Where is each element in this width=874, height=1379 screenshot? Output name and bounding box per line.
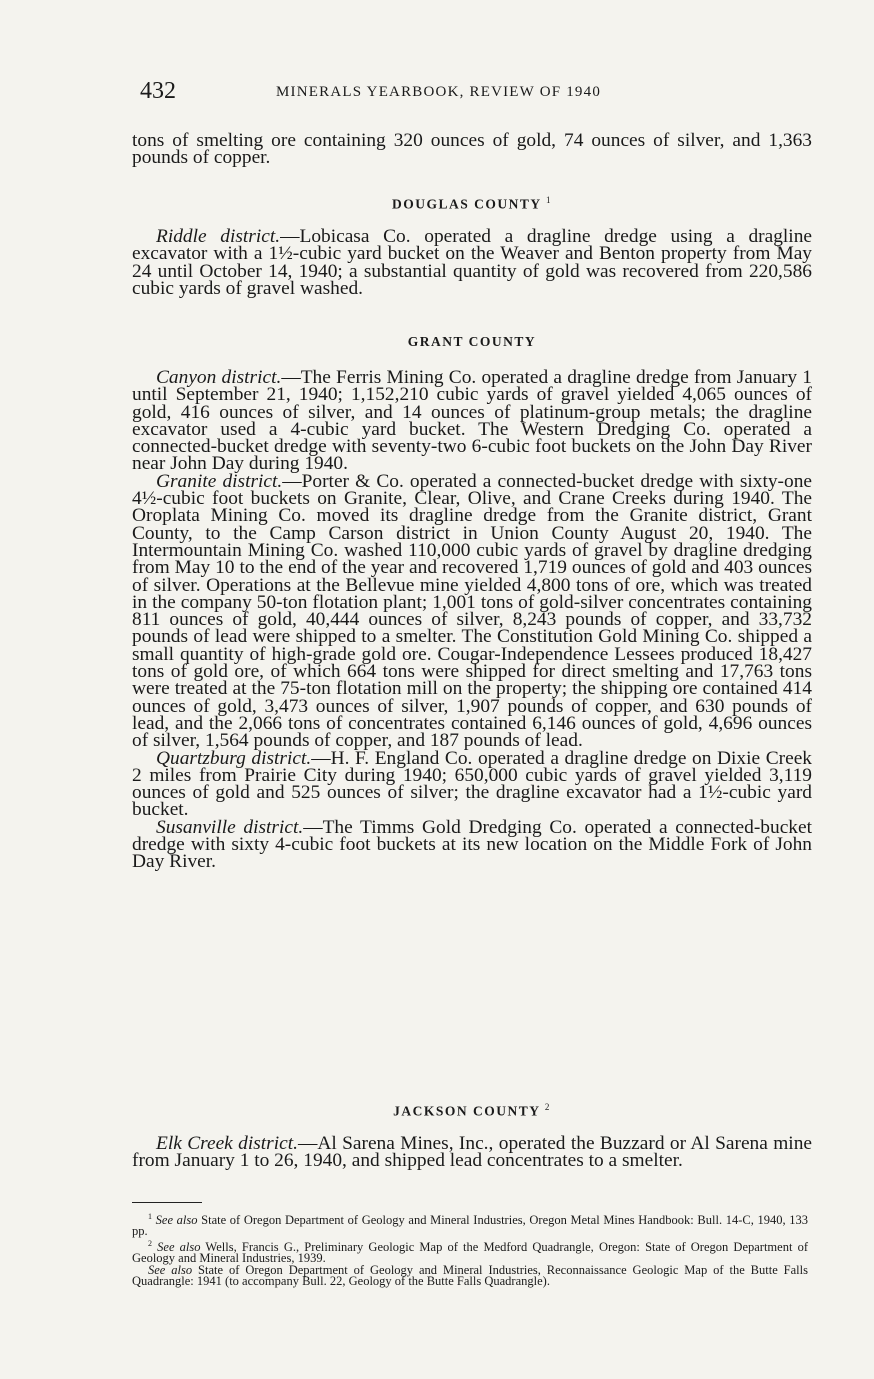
grant-heading-text: GRANT COUNTY	[407, 334, 537, 349]
footnote-text: State of Oregon Department of Geology and Mineral Industries, Oregon Metal Mines Handbook: Bull. 14-C, 1940, 133 pp.	[132, 1213, 809, 1239]
district-name: Granite district.	[156, 470, 283, 492]
footnote-divider	[132, 1202, 202, 1203]
footnote	[132, 1262, 808, 1288]
district-text: —Porter & Co. operated a connected-bucket dredge with sixty-one 4½-cubic foot buckets on Granite, Clear, Olive, and Crane Creeks during 1940. The Oroplata Mining Co. moved its dragline dredge from the Granite district, Grant County, to the Camp Carson district in Union County August 20, 1940. The Intermountain Mining Co. washed 110,000 cubic yards of gravel by dragline dredging from May 10 to the end of the year and recovered 1,719 ounces of gold and 403 ounces of silver. Operations at the Bellevue mine yielded 4,800 tons of ore, which was treated in the company 50-ton flotation plant; 1,001 tons of gold-silver concentrates containing 811 ounces of gold, 40,444 ounces of silver, 8,243 pounds of copper, and 33,732 pounds of lead were shipped to a smelter. The Constitution Gold Mining Co. shipped a small quantity of high-grade gold ore. Cougar-Independence Lessees produced 18,427 tons of gold ore, of which 664 tons were shipped for direct smelting and 17,763 tons were treated at the 75-ton flotation mill on the property; the shipping ore contained 414 ounces of gold, 3,473 ounces of silver, 1,907 pounds of copper, and 630 pounds of lead, and the 2,066 tons of concentrates contained 6,146 ounces of gold, 4,696 ounces of silver, 1,564 pounds of copper, and 187 pounds of lead.	[132, 470, 812, 752]
grant-county-heading	[132, 334, 812, 350]
district-paragraph	[132, 369, 812, 473]
footnote-see-also: See also	[157, 1239, 201, 1254]
footnote-text: Wells, Francis G., Preliminary Geologic Map of the Medford Quadrangle, Oregon: State of Oregon Department of Geology and Mineral Industries, 1939.	[132, 1239, 808, 1266]
footnote-text: State of Oregon Department of Geology and Mineral Industries, Reconnaissance Geologic Map of the Butte Falls Quadrangle: 1941 (to accompany Bull. 22, Geology of the Butte Falls Quadrangle).	[132, 1262, 808, 1288]
district-text: —The Ferris Mining Co. operated a dragline dredge from January 1 until September 21, 1940; 1,152,210 cubic yards of gravel yielded 4,065 ounces of gold, 416 ounces of silver, and 14 ounces of platinum-group metals; the dragline excavator used a 4-cubic yard bucket. The Western Dredging Co. operated a connected-bucket dredge with seventy-two 6-cubic foot buckets on the John Day River near John Day during 1940.	[132, 367, 812, 475]
district-text: —The Timms Gold Dredging Co. operated a connected-bucket dredge with sixty 4-cubic foot buckets at its new location on the Middle Fork of John Day River.	[132, 816, 812, 873]
footnote	[132, 1238, 808, 1265]
district-name: Elk Creek district.	[156, 1133, 298, 1154]
district-paragraph	[132, 1135, 812, 1170]
douglas-county-heading	[132, 195, 812, 213]
jackson-heading-text: JACKSON COUNTY	[393, 1103, 540, 1119]
district-name: Canyon district.	[156, 367, 282, 388]
running-head: MINERALS YEARBOOK, REVIEW OF 1940	[276, 84, 602, 100]
footnote-mark: 1	[148, 1212, 152, 1221]
page-header	[140, 78, 820, 112]
footnote	[132, 1211, 808, 1238]
district-name: Riddle district.	[156, 226, 281, 247]
douglas-county-section	[132, 228, 812, 297]
district-paragraph	[132, 747, 812, 821]
district-paragraph	[132, 228, 812, 297]
footnotes	[132, 1211, 808, 1287]
footnote-see-also: See also	[155, 1213, 198, 1228]
district-name: Quartzburg district.	[156, 747, 312, 769]
intro-paragraph	[132, 132, 812, 167]
footnote-mark: 2	[148, 1238, 152, 1248]
grant-county-section	[132, 369, 812, 871]
douglas-footnote-ref: 1	[546, 195, 552, 205]
district-paragraph	[132, 470, 812, 752]
douglas-heading-text: DOUGLAS COUNTY	[391, 196, 542, 212]
district-text: —H. F. England Co. operated a dragline dredge on Dixie Creek 2 miles from Prairie City during 1940; 650,000 cubic yards of gravel yielded 3,119 ounces of gold and 525 ounces of silver; the dragline excavator had a 1½-cubic yard bucket.	[132, 747, 812, 821]
district-text: —Al Sarena Mines, Inc., operated the Buzzard or Al Sarena mine from January 1 to 26, 1940, and shipped lead concentrates to a smelter.	[132, 1133, 812, 1172]
jackson-county-heading	[132, 1102, 812, 1120]
jackson-county-section	[132, 1135, 812, 1170]
district-paragraph	[132, 816, 812, 873]
district-name: Susanville district.	[156, 816, 304, 838]
intro-text: tons of smelting ore containing 320 ounces of gold, 74 ounces of silver, and 1,363 pounds of copper.	[132, 130, 812, 169]
district-text: —Lobicasa Co. operated a dragline dredge using a dragline excavator with a 1½-cubic yard bucket on the Weaver and Benton property from May 24 until October 14, 1940; a substantial quantity of gold was recovered from 220,586 cubic yards of gravel washed.	[132, 226, 813, 299]
jackson-footnote-ref: 2	[544, 1102, 551, 1112]
footnote-see-also: See also	[148, 1262, 193, 1277]
page-number: 432	[140, 78, 176, 104]
